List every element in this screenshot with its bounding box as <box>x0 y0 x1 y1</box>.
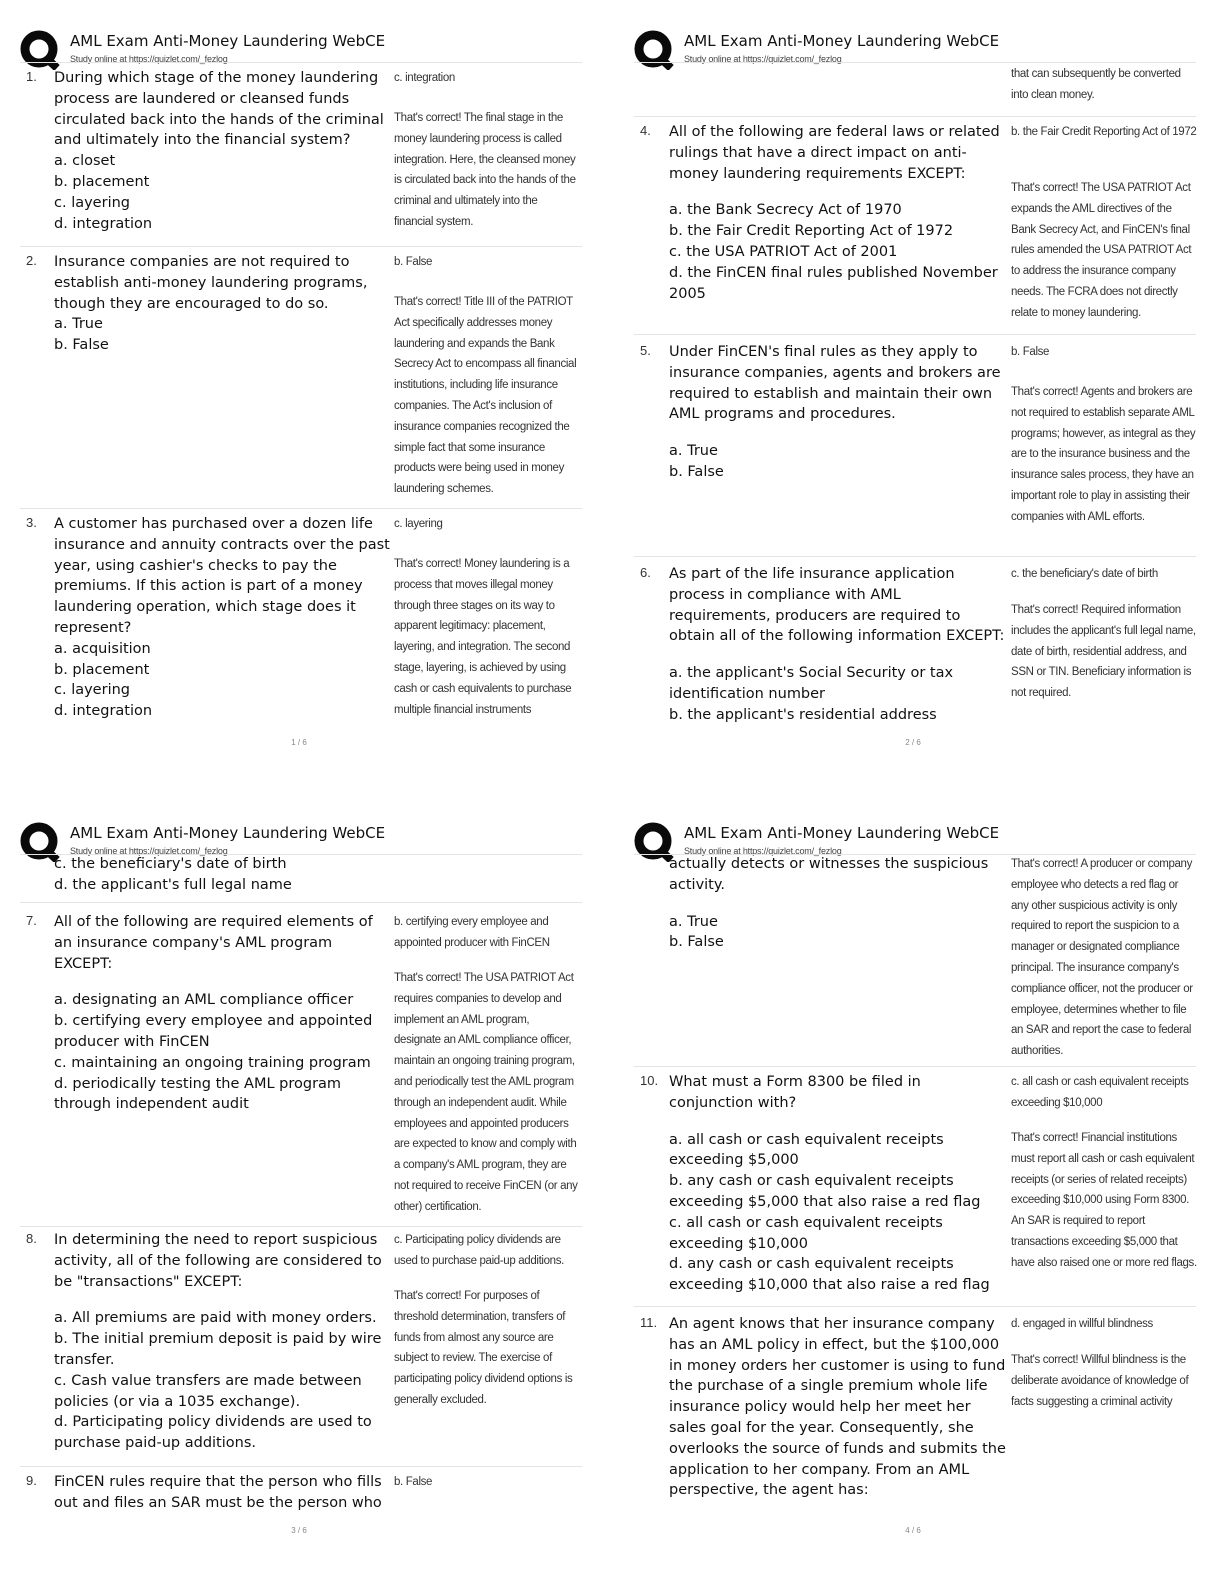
option: a. All premiums are paid with money orders. <box>54 1310 377 1327</box>
question-text <box>54 252 392 356</box>
question-number: 2. <box>26 253 37 268</box>
study-link[interactable]: Study online at https://quizlet.com/_fezlog <box>70 846 228 856</box>
question-number: 8. <box>26 1231 37 1246</box>
option: c. the beneficiary's date of birth <box>54 856 287 872</box>
question-prompt: Insurance companies are not required to establish anti-money laundering programs, though they are encouraged to do so. <box>54 254 368 312</box>
explanation: That's correct! Title III of the PATRIOT Act specifically addresses money laundering and expands the Bank Secrecy Act to encompass all financial institutions, including life insurance companies. The Act's inclusion of insurance companies recognized the simple fact that some insurance products were being used in money laundering schemes. <box>394 296 577 496</box>
divider <box>20 508 582 509</box>
explanation: That's correct! For purposes of threshold determination, transfers of funds from almost any source are subject to review. The exercise of participating policy dividend options is generally excluded. <box>394 1290 573 1406</box>
doc-title: AML Exam Anti-Money Laundering WebCE <box>70 32 386 50</box>
question-prompt: All of the following are federal laws or related rulings that have a direct impact on anti-money laundering requirements EXCEPT: <box>669 124 1000 182</box>
question-text <box>669 564 1007 726</box>
option: a. True <box>669 443 718 460</box>
page-header <box>20 22 580 72</box>
question-prompt: FinCEN rules require that the person who fills out and files an SAR must be the person who <box>54 1474 382 1511</box>
divider <box>634 334 1196 335</box>
question-prompt: In determining the need to report suspicious activity, all of the following are considered to be "transactions" EXCEPT: <box>54 1232 382 1290</box>
divider <box>634 556 1196 557</box>
answer: c. Participating policy dividends are used to purchase paid-up additions. <box>394 1234 564 1267</box>
option: d. integration <box>54 703 153 720</box>
explanation: That's correct! Agents and brokers are not required to establish separate AML programs; however, as integral as they are to the insurance business and the insurance sales process, they have an important role to play in assisting their companies with AML efforts. <box>1011 386 1196 523</box>
option: b. the Fair Credit Reporting Act of 1972 <box>669 223 954 240</box>
option: b. The initial premium deposit is paid by wire transfer. <box>54 1331 382 1368</box>
quizlet-logo-icon <box>634 30 674 70</box>
option: a. True <box>54 316 103 333</box>
question-text <box>54 1230 392 1454</box>
option: d. integration <box>54 215 153 232</box>
explanation: That's correct! Financial institutions must report all cash or cash equivalent receipts (or series of related receipts) exceeding $10,000 using Form 8300. An SAR is required to report transactions exceeding $5,000 that have also raised one or more red flags. <box>1011 1132 1197 1269</box>
option: a. True <box>669 913 718 930</box>
option: a. the Bank Secrecy Act of 1970 <box>669 202 902 219</box>
explanation: That's correct! Required information includes the applicant's full legal name, date of birth, residential address, and SSN or TIN. Beneficiary information is not required. <box>1011 604 1196 700</box>
study-link[interactable]: Study online at https://quizlet.com/_fezlog <box>70 54 228 64</box>
page-3 <box>4 800 594 1570</box>
options-continued <box>54 854 392 896</box>
answer: b. False <box>394 256 433 268</box>
question-number: 3. <box>26 515 37 530</box>
explanation: That's correct! Money laundering is a process that moves illegal money through three stages on its way to apparent legitimacy: placement, layering, and integration. The second stage, layering, is achieved by using cash or cash equivalents to purchase multiple financial instruments <box>394 558 572 716</box>
answer: b. certifying every employee and appointed producer with FinCEN <box>394 916 550 949</box>
question-prompt: A customer has purchased over a dozen life insurance and annuity contracts over the past year, using cashier's checks to pay the premiums. If this action is part of a money laundering operation, which stage does it represent? <box>54 516 390 636</box>
option: d. Participating policy dividends are used to purchase paid-up additions. <box>54 1414 372 1452</box>
option: a. designating an AML compliance officer <box>54 992 354 1009</box>
option: c. layering <box>54 682 130 699</box>
page-number: 1 / 6 <box>291 738 307 747</box>
divider <box>20 62 582 63</box>
option: b. False <box>669 463 724 480</box>
explanation-continued: That's correct! A producer or company employee who detects a red flag or any other suspicious activity is only required to report the suspicion to a manager or designated compliance principal. The insurance company's compliance officer, not the producer or employee, determines whether to file an SAR and report the case to federal authorities. <box>1011 858 1193 1058</box>
answer: b. False <box>394 1476 433 1488</box>
question-prompt: actually detects or witnesses the suspicious activity. <box>669 856 989 893</box>
divider <box>634 1066 1196 1067</box>
question-text <box>669 342 1007 483</box>
answer: c. integration <box>394 72 455 84</box>
explanation: That's correct! The USA PATRIOT Act expands the AML directives of the Bank Secrecy Act, and FinCEN's final rules amended the USA PATRIOT Act to address the insurance company needs. The FCRA does not directly relate to money laundering. <box>1011 182 1192 319</box>
question-text <box>54 514 392 722</box>
question-text <box>54 912 392 1115</box>
question-number: 6. <box>640 565 651 580</box>
page-1 <box>4 8 594 778</box>
question-number: 1. <box>26 69 37 84</box>
page-4 <box>618 800 1208 1570</box>
doc-title: AML Exam Anti-Money Laundering WebCE <box>70 824 386 842</box>
question-number: 5. <box>640 343 651 358</box>
question-number: 9. <box>26 1473 37 1488</box>
divider <box>20 246 582 247</box>
explanation: That's correct! The USA PATRIOT Act requires companies to develop and implement an AML program, designate an AML compliance officer, maintain an ongoing training program, and periodically test the AML program through an independent audit. While employees and appointed producers are expected to know and comply with a company's AML program, they are not required to receive FinCEN (or any other) certification. <box>394 972 578 1213</box>
page-number: 2 / 6 <box>905 738 921 747</box>
question-text <box>54 68 392 234</box>
divider <box>20 1466 582 1467</box>
divider <box>634 116 1196 117</box>
answer: c. all cash or cash equivalent receipts exceeding $10,000 <box>1011 1076 1189 1109</box>
explanation-continued: that can subsequently be converted into clean money. <box>1011 68 1181 101</box>
option: d. the applicant's full legal name <box>54 876 292 893</box>
question-prompt: An agent knows that her insurance company has an AML policy in effect, but the $100,000 in money orders her customer is using to fund the purchase of a single premium whole life insurance policy would help her meet her sales goal for the year. Consequently, she overlooks the source of funds and submits the application to her company. From an AML perspective, the agent has: <box>669 1316 1006 1499</box>
option: c. layering <box>54 194 130 211</box>
question-continued <box>669 854 1007 953</box>
question-number: 4. <box>640 123 651 138</box>
option: c. Cash value transfers are made between policies (or via a 1035 exchange). <box>54 1372 362 1410</box>
question-prompt: As part of the life insurance application process in compliance with AML requirements, producers are required to obtain all of the following information EXCEPT: <box>669 566 1005 645</box>
answer: c. layering <box>394 518 443 530</box>
option: a. closet <box>54 153 116 170</box>
study-link[interactable]: Study online at https://quizlet.com/_fezlog <box>684 54 842 64</box>
question-text <box>669 122 1007 304</box>
answer: c. the beneficiary's date of birth <box>1011 568 1158 580</box>
answer: b. the Fair Credit Reporting Act of 1972 <box>1011 126 1197 138</box>
question-prompt: All of the following are required elements of an insurance company's AML program EXCEPT: <box>54 914 373 972</box>
option: c. all cash or cash equivalent receipts exceeding $10,000 <box>669 1214 943 1252</box>
option: c. the USA PATRIOT Act of 2001 <box>669 243 898 260</box>
answer: d. engaged in willful blindness <box>1011 1318 1153 1330</box>
question-number: 11. <box>640 1315 658 1330</box>
option: b. any cash or cash equivalent receipts exceeding $5,000 that also raise a red flag <box>669 1173 981 1210</box>
option: a. acquisition <box>54 640 151 657</box>
option: a. all cash or cash equivalent receipts exceeding $5,000 <box>669 1131 944 1169</box>
question-prompt: Under FinCEN's final rules as they apply to insurance companies, agents and brokers are required to establish and maintain their own AML programs and procedures. <box>669 344 1001 423</box>
explanation: That's correct! Willful blindness is the deliberate avoidance of knowledge of facts suggesting a criminal activity <box>1011 1354 1189 1408</box>
doc-title: AML Exam Anti-Money Laundering WebCE <box>684 824 1000 842</box>
option: b. certifying every employee and appointed producer with FinCEN <box>54 1013 373 1050</box>
doc-title: AML Exam Anti-Money Laundering WebCE <box>684 32 1000 50</box>
quizlet-logo-icon <box>634 822 674 862</box>
option: a. the applicant's Social Security or tax identification number <box>669 665 954 702</box>
option: d. any cash or cash equivalent receipts exceeding $10,000 that also raise a red flag <box>669 1256 990 1294</box>
question-number: 10. <box>640 1073 659 1088</box>
option: b. placement <box>54 173 150 190</box>
option: b. False <box>54 337 109 354</box>
question-number: 7. <box>26 913 37 928</box>
option: d. the FinCEN final rules published November 2005 <box>669 264 998 302</box>
divider <box>634 62 1196 63</box>
explanation: That's correct! The final stage in the money laundering process is called integration. Here, the cleansed money is circulated back into the hands of the criminal and ultimately into the financial system. <box>394 112 576 228</box>
question-prompt: During which stage of the money laundering process are laundered or cleansed funds circulated back into the hands of the criminal and ultimately into the financial system? <box>54 70 384 149</box>
question-prompt: What must a Form 8300 be filed in conjunction with? <box>669 1074 921 1111</box>
page-number: 3 / 6 <box>291 1526 307 1535</box>
answer: b. False <box>1011 346 1050 358</box>
divider <box>20 1226 582 1227</box>
page-number: 4 / 6 <box>905 1526 921 1535</box>
option: b. the applicant's residential address <box>669 706 937 723</box>
option: c. maintaining an ongoing training program <box>54 1054 371 1071</box>
page-2 <box>618 8 1208 778</box>
option: b. placement <box>54 661 150 678</box>
divider <box>20 902 582 903</box>
divider <box>634 1306 1196 1307</box>
option: b. False <box>669 934 724 951</box>
quizlet-logo-icon <box>20 30 60 70</box>
question-text <box>669 1072 1007 1296</box>
study-link[interactable]: Study online at https://quizlet.com/_fezlog <box>684 846 842 856</box>
option: d. periodically testing the AML program through independent audit <box>54 1075 342 1113</box>
